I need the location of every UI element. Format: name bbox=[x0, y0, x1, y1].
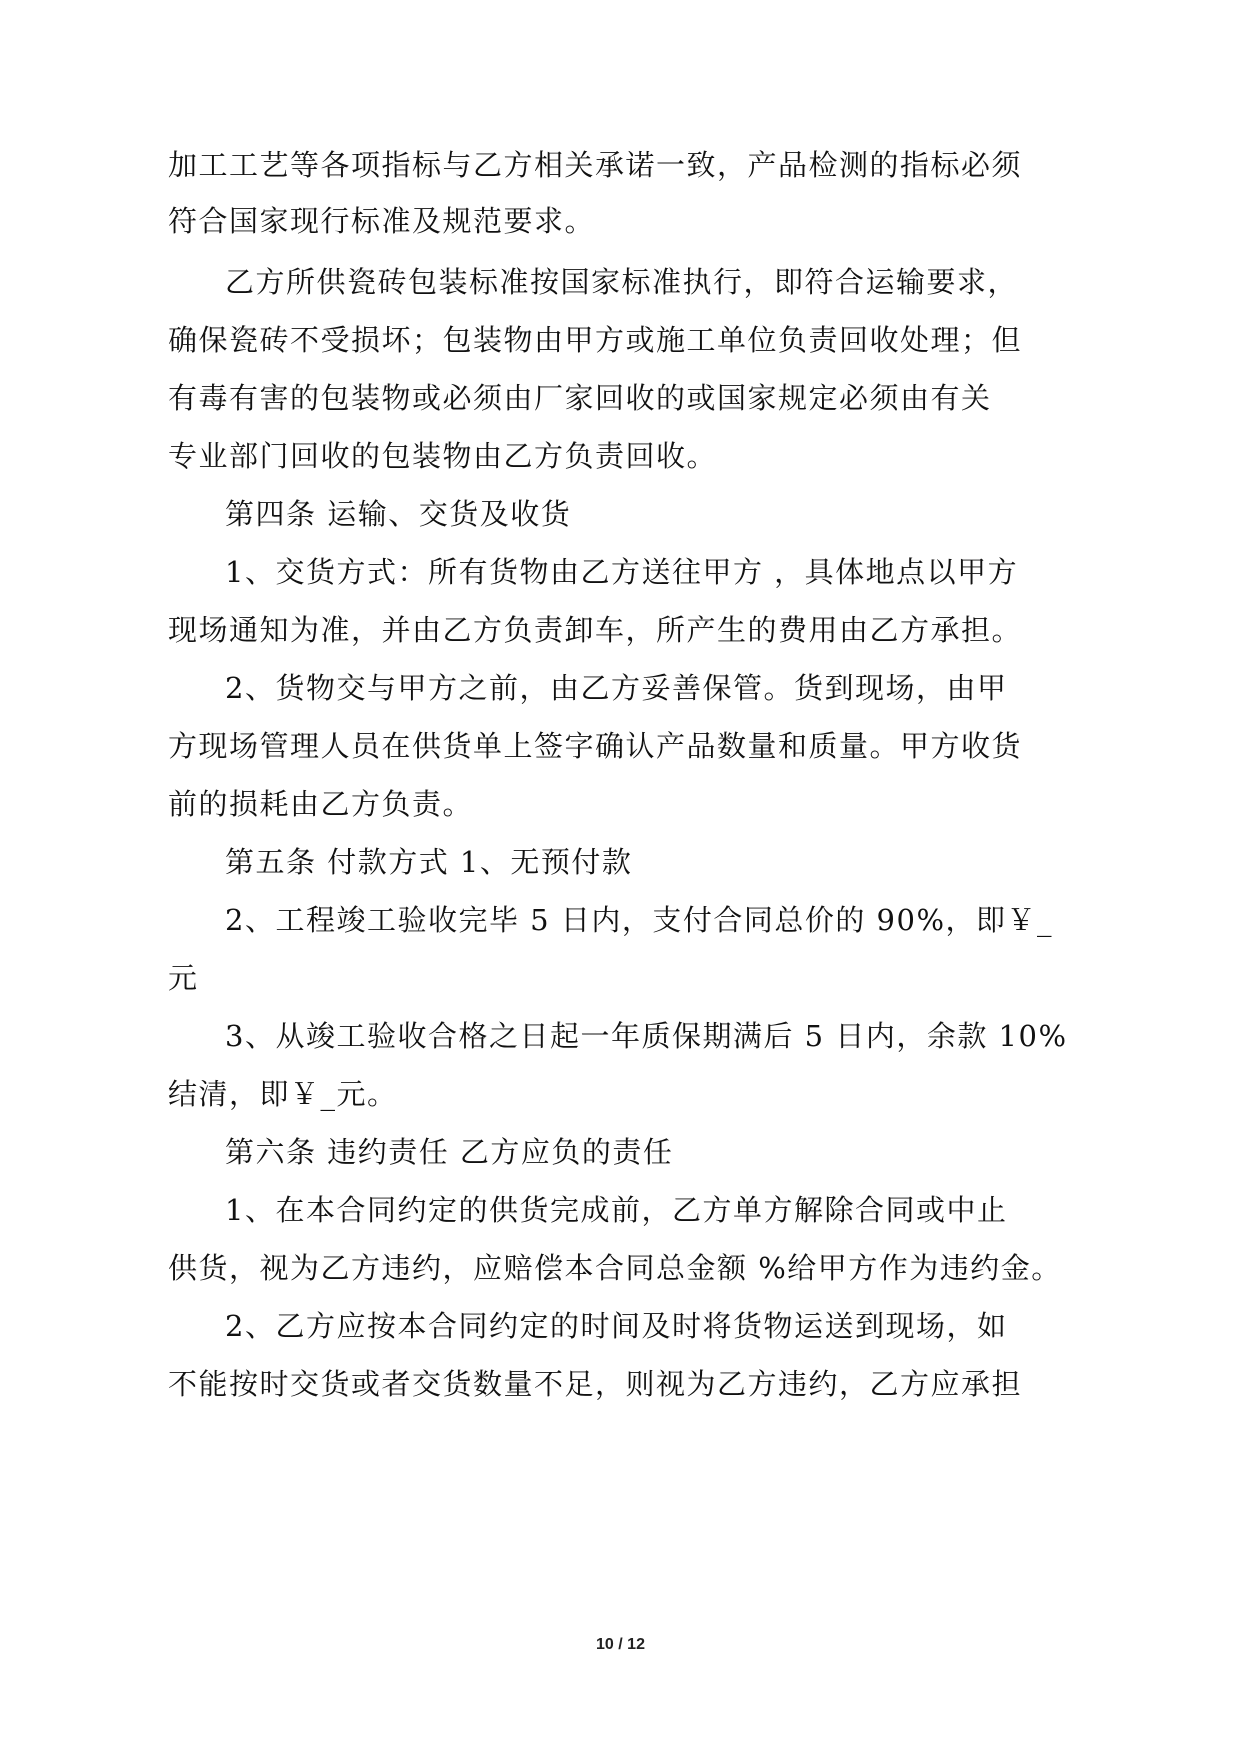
section-heading: 第五条 付款方式 1、无预付款 bbox=[225, 845, 633, 879]
section-heading: 第四条 运输、交货及收货 bbox=[225, 497, 572, 531]
text-line: 2、货物交与甲方之前，由乙方妥善保管。货到现场，由甲 bbox=[225, 671, 1008, 705]
text-line: 1、在本合同约定的供货完成前，乙方单方解除合同或中止 bbox=[225, 1193, 1008, 1227]
text-line: 乙方所供瓷砖包装标准按国家标准执行，即符合运输要求， bbox=[225, 265, 1019, 299]
text-line: 确保瓷砖不受损坏；包装物由甲方或施工单位负责回收处理；但 bbox=[168, 323, 1023, 357]
text-line: 元 bbox=[168, 961, 199, 995]
page-number: 10 / 12 bbox=[596, 1636, 645, 1653]
text-line: 供货，视为乙方违约，应赔偿本合同总金额 %给甲方作为违约金。 bbox=[168, 1251, 1062, 1285]
text-line: 2、工程竣工验收完毕 5 日内，支付合同总价的 90%，即￥_ bbox=[225, 903, 1054, 937]
text-line: 现场通知为准，并由乙方负责卸车，所产生的费用由乙方承担。 bbox=[168, 613, 1023, 647]
text-line: 加工工艺等各项指标与乙方相关承诺一致，产品检测的指标必须 bbox=[168, 148, 1023, 182]
text-line: 不能按时交货或者交货数量不足，则视为乙方违约，乙方应承担 bbox=[168, 1367, 1023, 1401]
text-line: 符合国家现行标准及规范要求。 bbox=[168, 204, 596, 238]
section-heading: 第六条 违约责任 乙方应负的责任 bbox=[225, 1135, 674, 1169]
text-line: 1、交货方式：所有货物由乙方送往甲方 ，具体地点以甲方 bbox=[225, 555, 1019, 589]
text-line: 3、从竣工验收合格之日起一年质保期满后 5 日内，余款 10% bbox=[225, 1019, 1068, 1053]
text-line: 2、乙方应按本合同约定的时间及时将货物运送到现场，如 bbox=[225, 1309, 1008, 1343]
text-line: 方现场管理人员在供货单上签字确认产品数量和质量。甲方收货 bbox=[168, 729, 1023, 763]
text-line: 专业部门回收的包装物由乙方负责回收。 bbox=[168, 439, 718, 473]
text-line: 前的损耗由乙方负责。 bbox=[168, 787, 474, 821]
text-line: 有毒有害的包装物或必须由厂家回收的或国家规定必须由有关 bbox=[168, 381, 992, 415]
text-line: 结清，即￥_元。 bbox=[168, 1077, 398, 1111]
